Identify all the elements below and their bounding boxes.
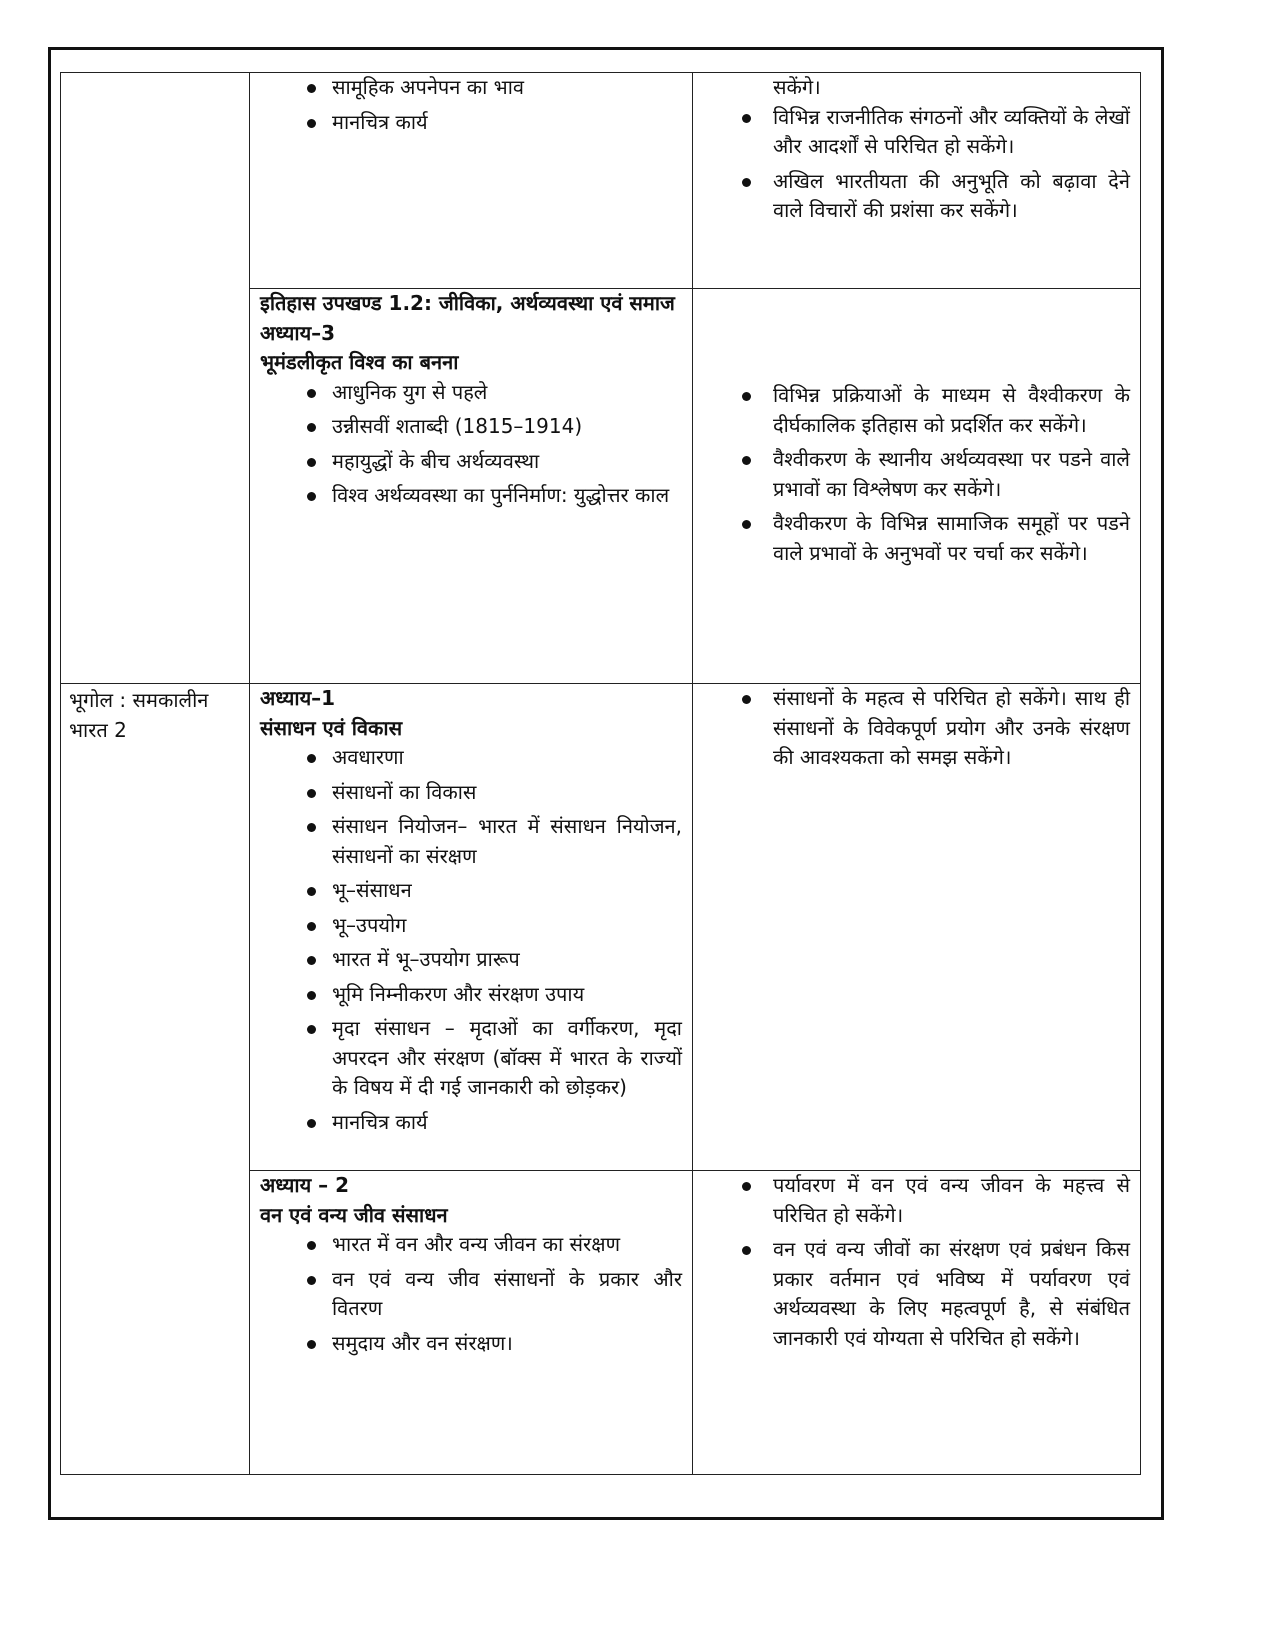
outcome-item: विभिन्न राजनीतिक संगठनों और व्यक्तियों के लेखों और आदर्शों से परिचित हो सकेंगे।: [693, 103, 1130, 162]
content-cell: [249, 683, 693, 1171]
subject-cell-1: [60, 72, 250, 684]
topic-item: मानचित्र कार्य: [260, 1108, 682, 1138]
section-heading: इतिहास उपखण्ड 1.2: जीविका, अर्थव्यवस्था एवं समाज: [260, 291, 675, 315]
topic-item: विश्व अर्थव्यवस्था का पुर्ननिर्माण: युद्धोत्तर काल: [260, 481, 682, 511]
outcome-item: वैश्वीकरण के विभिन्न सामाजिक समूहों पर पडने वाले प्रभावों के अनुभवों पर चर्चा कर सकेंगे।: [693, 509, 1130, 568]
topic-item: मृदा संसाधन – मृदाओं का वर्गीकरण, मृदा अपरदन और संरक्षण (बॉक्स में भारत के राज्यों के विषय में दी गई जानकारी को छोड़कर): [260, 1014, 682, 1103]
topic-item: उन्नीसवीं शताब्दी (1815–1914): [260, 412, 682, 442]
topic-item: मानचित्र कार्य: [260, 108, 682, 138]
topic-item: भारत में भू–उपयोग प्रारूप: [260, 945, 682, 975]
outcome-item: वैश्वीकरण के स्थानीय अर्थव्यवस्था पर पडने वाले प्रभावों का विश्लेषण कर सकेंगे।: [693, 445, 1130, 504]
content-cell: [249, 1170, 693, 1475]
content-cell: [249, 288, 693, 684]
outcome-cell: [692, 288, 1141, 684]
topic-item: सामूहिक अपनेपन का भाव: [260, 73, 682, 103]
outcome-item: पर्यावरण में वन एवं वन्य जीवन के महत्त्व से परिचित हो सकेंगे।: [693, 1171, 1130, 1230]
topic-list: [260, 1230, 682, 1358]
section-heading: वन एवं वन्य जीव संसाधन: [260, 1202, 448, 1227]
topic-item: आधुनिक युग से पहले: [260, 378, 682, 408]
section-heading: अध्याय–1: [260, 686, 336, 710]
section-heading: अध्याय–3: [260, 320, 336, 345]
content-cell: [249, 72, 693, 289]
outcome-list: [693, 1171, 1130, 1353]
topic-item: महायुद्धों के बीच अर्थव्यवस्था: [260, 447, 682, 477]
topic-item: वन एवं वन्य जीव संसाधनों के प्रकार और वितरण: [260, 1265, 682, 1324]
outcome-item: अखिल भारतीयता की अनुभूति को बढ़ावा देने वाले विचारों की प्रशंसा कर सकेंगे।: [693, 167, 1130, 226]
topic-list: [260, 743, 682, 1137]
section-heading: भूमंडलीकृत विश्व का बनना: [260, 350, 459, 374]
topic-item: समुदाय और वन संरक्षण।: [260, 1329, 682, 1359]
topic-item: भू–उपयोग: [260, 911, 682, 941]
topic-item: भारत में वन और वन्य जीवन का संरक्षण: [260, 1230, 682, 1260]
outcome-item: विभिन्न प्रक्रियाओं के माध्यम से वैश्वीकरण के दीर्घकालिक इतिहास को प्रदर्शित कर सकेंगे।: [693, 381, 1130, 440]
outcome-continuation: सकेंगे।: [773, 75, 821, 99]
outcome-item: संसाधनों के महत्व से परिचित हो सकेंगे। साथ ही संसाधनों के विवेकपूर्ण प्रयोग और उनके संरक्षण की आवश्यकता को समझ सकेंगे।: [693, 684, 1130, 773]
topic-list: [260, 378, 682, 511]
outcome-cell: [692, 72, 1141, 289]
outcome-list: [693, 381, 1130, 568]
outcome-cell: [692, 1170, 1141, 1475]
outcome-cell: [692, 683, 1141, 1171]
topic-item: संसाधन नियोजन– भारत में संसाधन नियोजन, संसाधनों का संरक्षण: [260, 812, 682, 871]
section-heading: संसाधन एवं विकास: [260, 715, 403, 740]
outcome-list: [693, 103, 1130, 226]
outcome-list: [693, 684, 1130, 773]
outcome-item: वन एवं वन्य जीवों का संरक्षण एवं प्रबंधन किस प्रकार वर्तमान एवं भविष्य में पर्यावरण एवं अर्थव्यवस्था के लिए महत्वपूर्ण है, से संबंधित जानकारी एवं योग्यता से परिचित हो सकेंगे।: [693, 1235, 1130, 1353]
topic-item: अवधारणा: [260, 743, 682, 773]
topic-list: [260, 73, 682, 137]
topic-item: संसाधनों का विकास: [260, 778, 682, 808]
section-heading: अध्याय – 2: [260, 1173, 350, 1197]
topic-item: भू–संसाधन: [260, 876, 682, 906]
subject-cell-geography: भूगोल : समकालीन भारत 2: [60, 683, 250, 1475]
topic-item: भूमि निम्नीकरण और संरक्षण उपाय: [260, 980, 682, 1010]
